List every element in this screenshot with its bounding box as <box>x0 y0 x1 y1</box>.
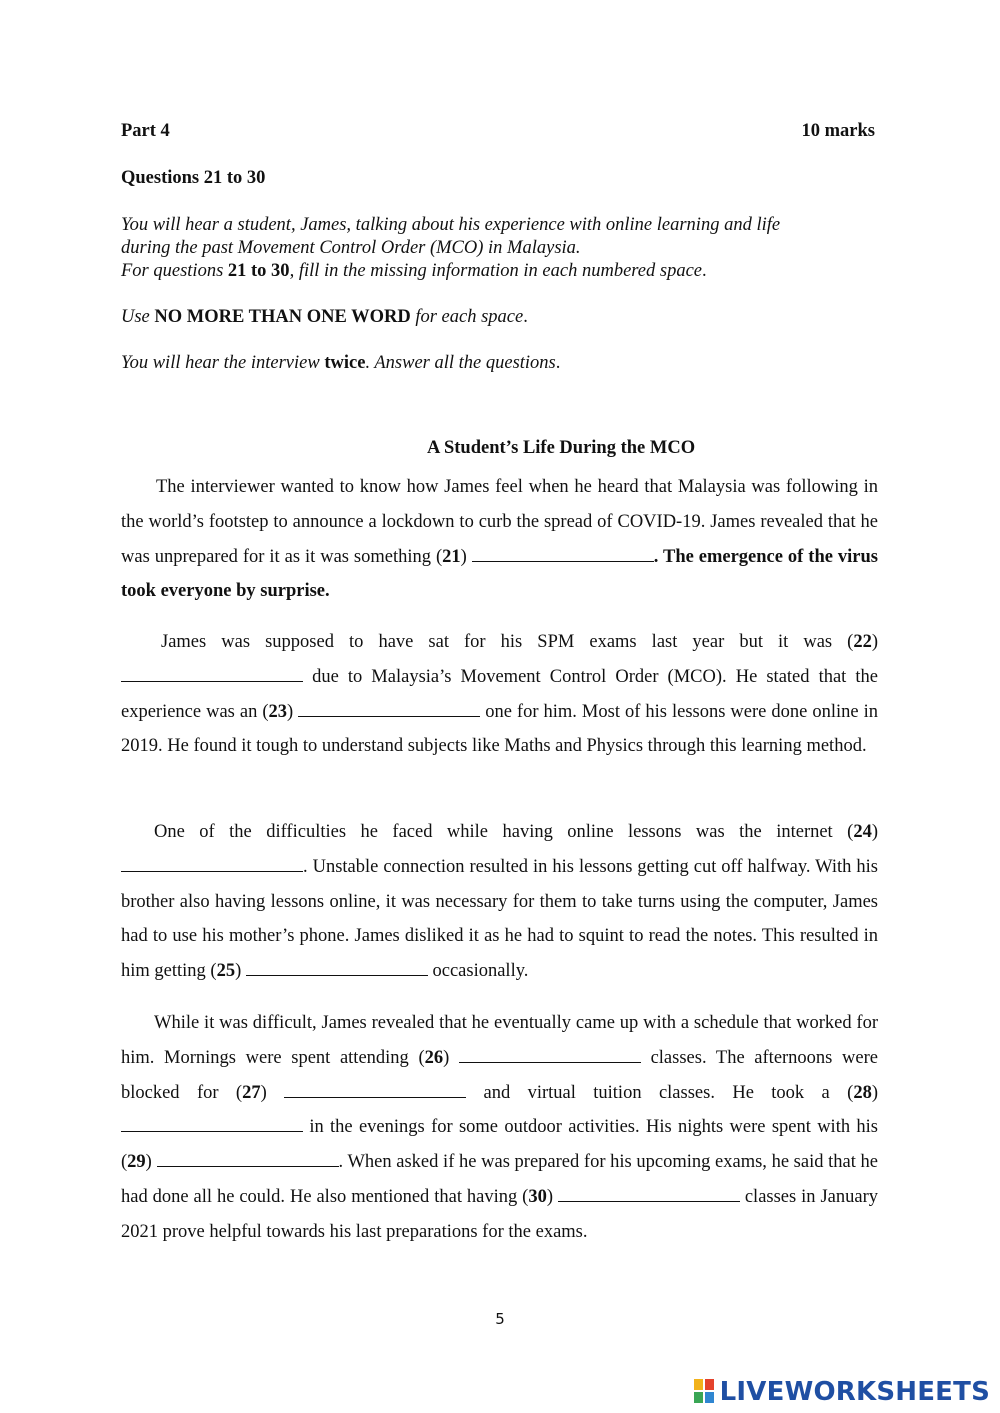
liveworksheets-logo[interactable] <box>694 1375 990 1409</box>
answer-blank-23[interactable] <box>298 704 480 717</box>
page-number: 5 <box>495 1310 505 1328</box>
answer-blank-22[interactable] <box>121 669 303 682</box>
instruction-line: You will hear a student, James, talking about his experience with online learning and life <box>121 215 781 235</box>
liveworksheets-mark-icon <box>694 1379 716 1405</box>
instruction-twice: You will hear the interview twice. Answer all the questions. <box>121 353 561 373</box>
answer-blank-30[interactable] <box>558 1189 740 1202</box>
instruction-line: during the past Movement Control Order (MCO) in Malaysia. <box>121 238 581 258</box>
answer-blank-29[interactable] <box>157 1154 339 1167</box>
instruction-line: For questions 21 to 30, fill in the missing information in each numbered space. <box>121 261 707 281</box>
answer-blank-28[interactable] <box>121 1119 303 1132</box>
answer-blank-24[interactable] <box>121 859 303 872</box>
answer-blank-27[interactable] <box>284 1085 466 1098</box>
passage-title: A Student’s Life During the MCO <box>427 438 696 458</box>
paragraph-3: One of the difficulties he faced while having online lessons was the internet (24) . Unstable connection resulted in his lessons getting cut off halfway. With his brother also having lessons online, it was necessary for them to take turns using the computer, James had to use his mother’s phone. James disliked it as he had to squint to read the notes. This resulted in him getting (25) occasionally. <box>121 822 878 982</box>
answer-blank-25[interactable] <box>246 963 428 976</box>
answer-blank-26[interactable] <box>459 1050 641 1063</box>
instruction-word-limit: Use NO MORE THAN ONE WORD for each space. <box>121 307 528 327</box>
paragraph-1: The interviewer wanted to know how James feel when he heard that Malaysia was following in the world’s footstep to announce a lockdown to curb the spread of COVID-19. James revealed that he was unprepared for it as it was something (21) . The emergence of the virus took everyone by surprise. <box>121 477 878 602</box>
part-label: Part 4 <box>121 121 170 141</box>
paragraph-2: James was supposed to have sat for his SPM exams last year but it was (22) due to Malaysia’s Movement Control Order (MCO). He stated that the experience was an (23) one for him. Most of his lessons were done online in 2019. He found it tough to understand subjects like Maths and Physics through this learning method. <box>121 632 878 757</box>
answer-blank-21[interactable] <box>472 549 654 562</box>
paragraph-4: While it was difficult, James revealed that he eventually came up with a schedule that worked for him. Mornings were spent attending (26) classes. The afternoons were blocked for (27) and virtual tuition classes. He took a (28) in the evenings for some outdoor activities. His nights were spent with his (29) . When asked if he was prepared for his upcoming exams, he said that he had done all he could. He also mentioned that having (30) classes in January 2021 prove helpful towards his last preparations for the exams. <box>121 1013 878 1242</box>
logo-text: LIVEWORKSHEETS <box>719 1377 990 1407</box>
marks-label: 10 marks <box>801 121 875 141</box>
questions-label: Questions 21 to 30 <box>121 168 266 188</box>
instructions-block <box>121 214 877 283</box>
